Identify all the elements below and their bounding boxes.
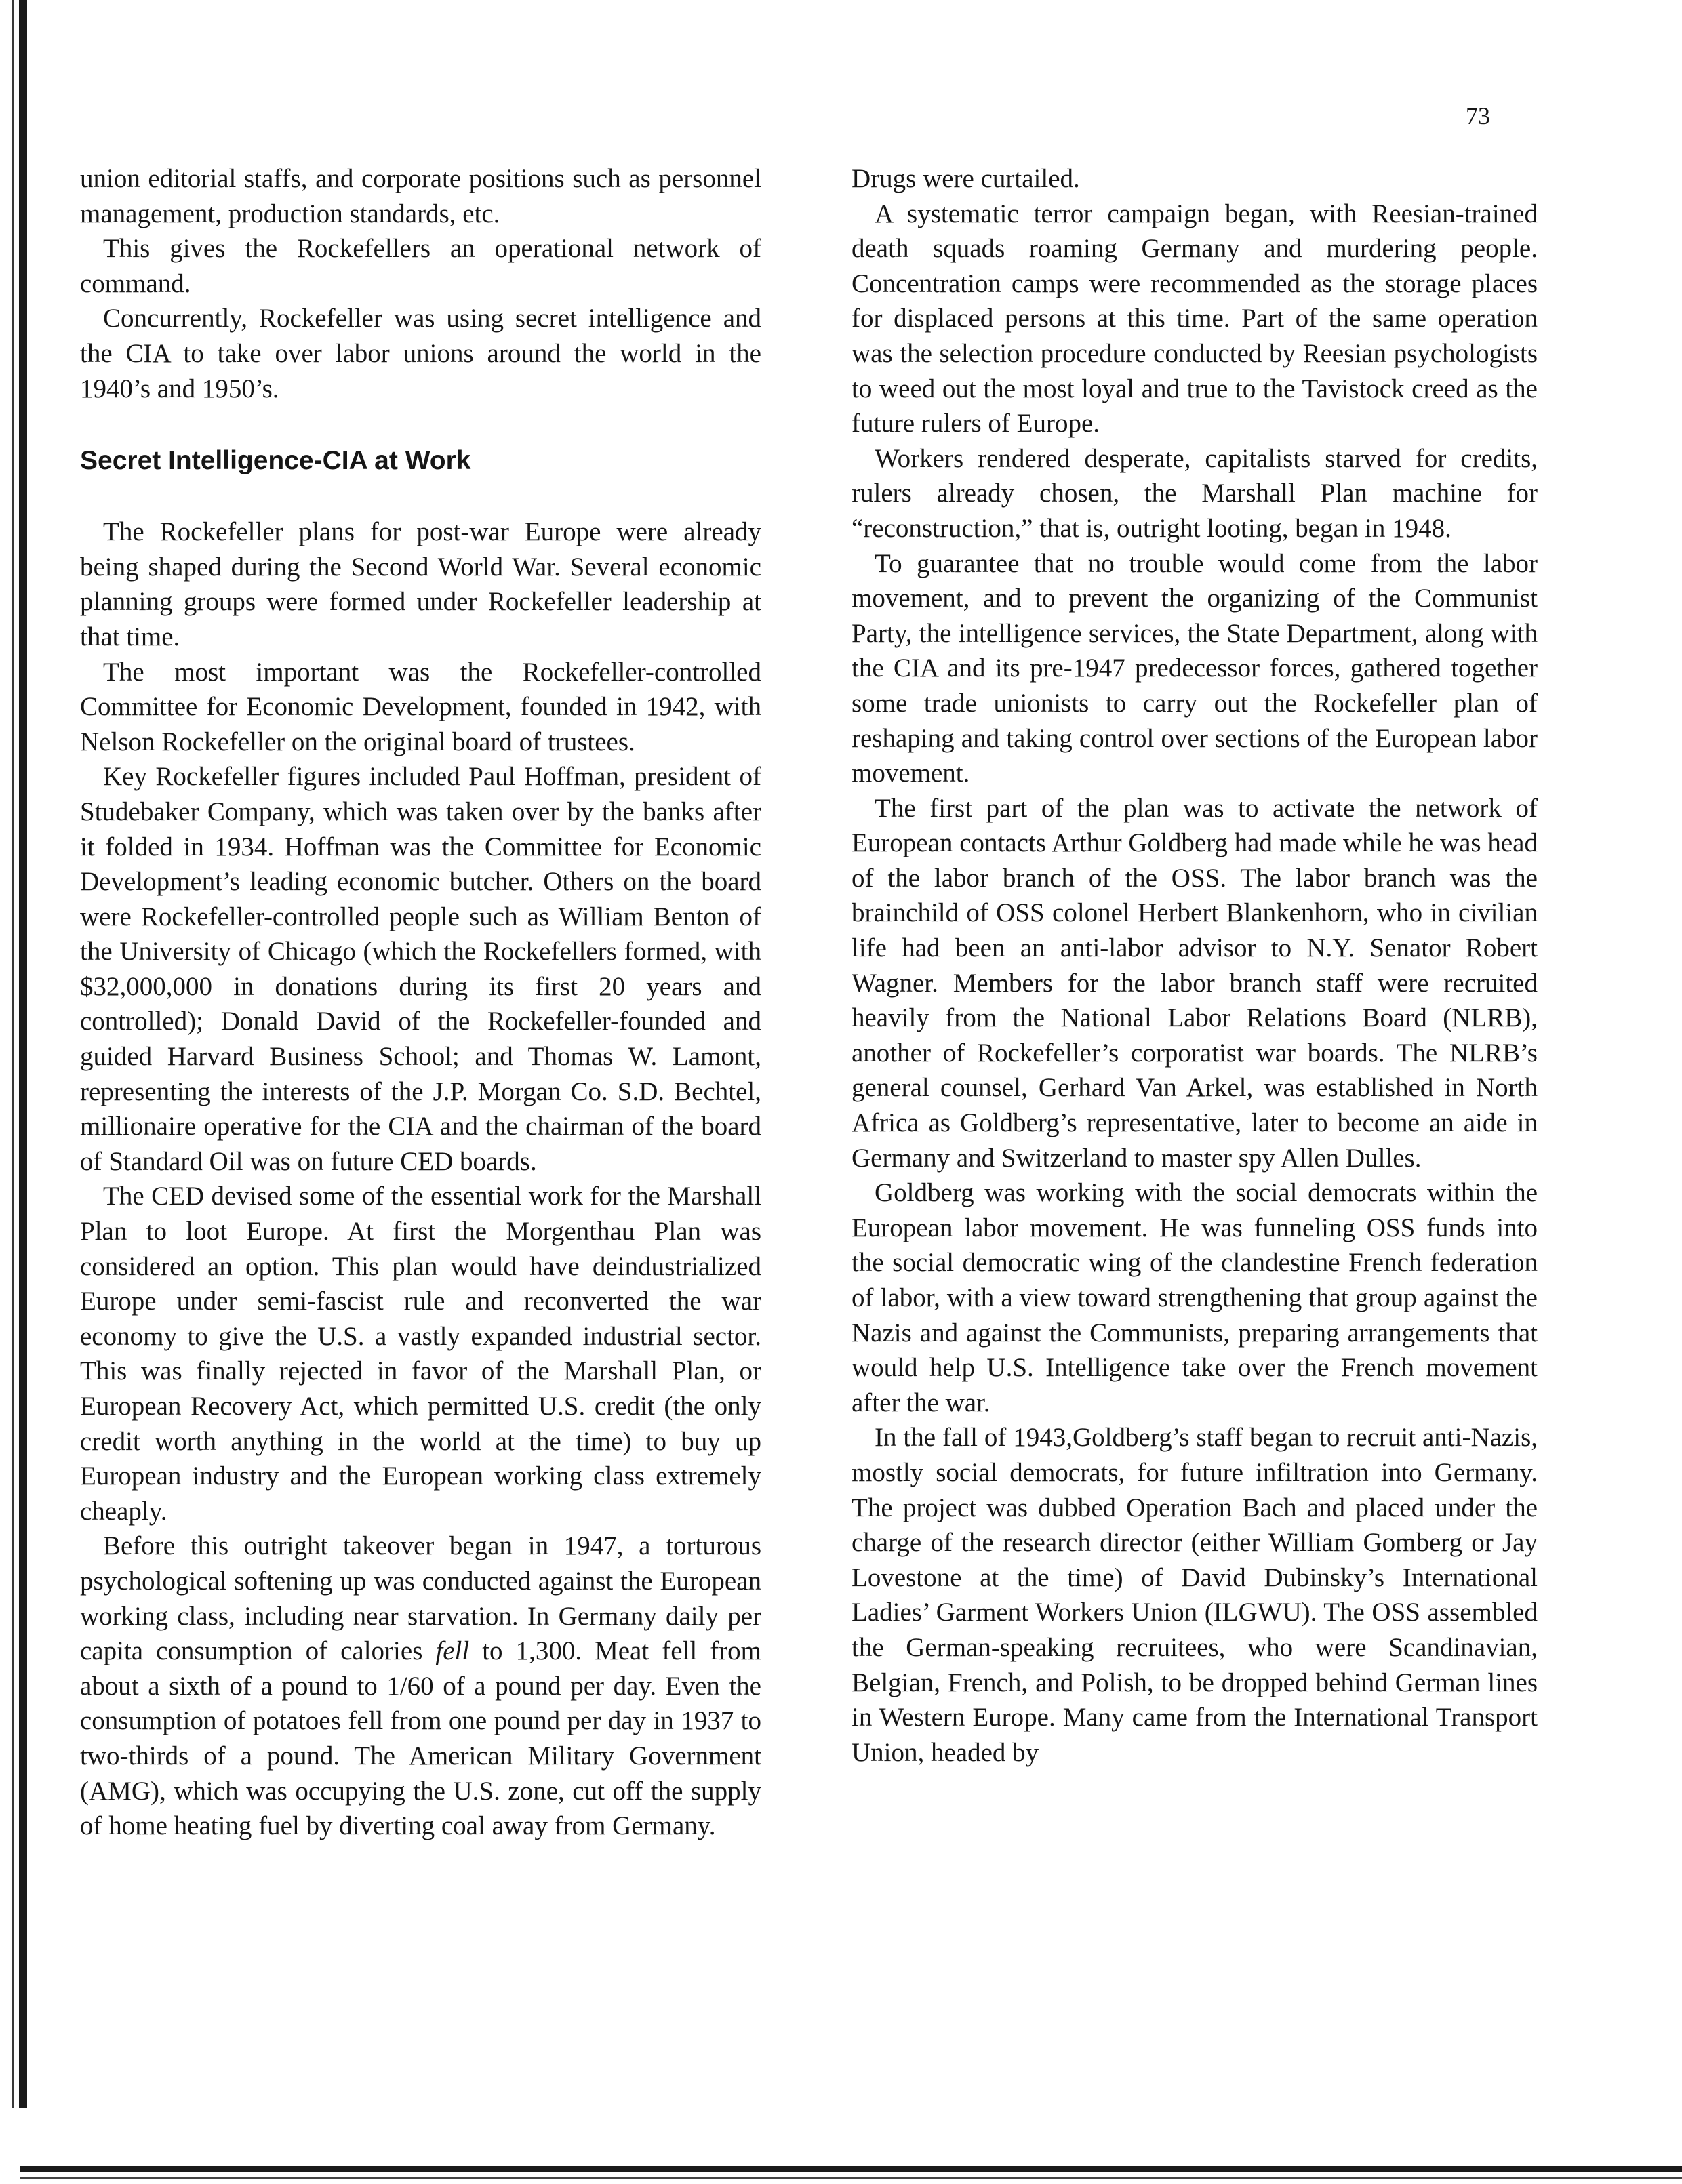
paragraph: Goldberg was working with the social democrats within the European labor movement. He was funneling OSS funds into the social democratic wing of the clandestine French federation of labor, with a view toward strengthening that group against the Nazis and against the Communists, preparing arrangements that would help U.S. Intelligence take over the French movement after the war.: [852, 1178, 1538, 1417]
page-number: 73: [1466, 102, 1490, 129]
left-column: [80, 161, 761, 1844]
paragraph: union editorial staffs, and corporate positions such as personnel management, production standards, etc.: [80, 164, 761, 228]
paragraph: The Rockefeller plans for post-war Europe were already being shaped during the Second World War. Several economic planning groups were formed under Rockefeller leadership at that time.: [80, 517, 761, 651]
paragraph: The most important was the Rockefeller-controlled Committee for Economic Development, founded in 1942, with Nelson Rockefeller on the original board of trustees.: [80, 657, 761, 756]
paragraph: Concurrently, Rockefeller was using secret intelligence and the CIA to take over labor unions around the world in the 1940’s and 1950’s.: [80, 304, 761, 403]
section-heading: Secret Intelligence-CIA at Work: [80, 446, 471, 476]
bottom-page-rule: [20, 2166, 1682, 2172]
binding-edge-rule: [19, 0, 27, 2108]
paragraph-text: Before this outright takeover began in 1947, a torturous psychological softening up was conducted against the European working class, including near starvation. In Germany daily per capita consumption of calories: [80, 1531, 761, 1666]
paragraph: To guarantee that no trouble would come from the labor movement, and to prevent the organizing of the Communist Party, the intelligence services, the State Department, along with the CIA and its pre-1947 predecessor forces, gathered together some trade unionists to carry out the Rockefeller plan of reshaping and taking control over sections of the European labor movement.: [852, 548, 1538, 788]
paragraph: A systematic terror campaign began, with Reesian-trained death squads roaming Germany and murdering people. Concentration camps were recommended as the storage places for displaced persons at this time. Part of the same operation was the selection procedure conducted by Reesian psychologists to weed out the most loyal and true to the Tavistock creed as the future rulers of Europe.: [852, 199, 1538, 439]
paragraph: This gives the Rockefellers an operational network of command.: [80, 234, 761, 298]
paragraph: The CED devised some of the essential work for the Marshall Plan to loot Europe. At first the Morgenthau Plan was considered an option. This plan would have deindustrialized Europe under semi-fascist rule and reconverted the war economy to give the U.S. a vastly expanded industrial sector. This was finally rejected in favor of the Marshall Plan, or European Recovery Act, which permitted U.S. credit (the only credit worth anything in the world at the time) to buy up European industry and the European working class extremely cheaply.: [80, 1181, 761, 1526]
paragraph: Workers rendered desperate, capitalists starved for credits, rulers already chosen, the Marshall Plan machine for “reconstruction,” that is, outright looting, began in 1948.: [852, 443, 1538, 543]
right-column: [852, 161, 1538, 1770]
paragraph-text: to 1,300. Meat fell from about a sixth of a pound to 1/60 of a pound per day. Even the consumption of potatoes fell from one pound per day in 1937 to two-thirds of a pound. The American Military Government (AMG), which was occupying the U.S. zone, cut off the supply of home heating fuel by diverting coal away from Germany.: [80, 1636, 762, 1841]
bottom-page-thin-rule: [20, 2177, 1682, 2179]
binding-edge-thin-rule: [12, 0, 14, 2108]
paragraph: The first part of the plan was to activate the network of European contacts Arthur Goldberg had made while he was head of the labor branch of the OSS. The labor branch was the brainchild of OSS colonel Herbert Blankenhorn, who in civilian life had been an anti-labor advisor to N.Y. Senator Robert Wagner. Members for the labor branch staff were recruited heavily from the National Labor Relations Board (NLRB), another of Rockefeller’s corporatist war boards. The NLRB’s general counsel, Gerhard Van Arkel, was established in North Africa as Goldberg’s representative, later to become an aide in Germany and Switzerland to master spy Allen Dulles.: [852, 793, 1538, 1173]
paragraph: Drugs were curtailed.: [852, 164, 1080, 193]
paragraph: In the fall of 1943,Goldberg’s staff began to recruit anti-Nazis, mostly social democrats, for future infiltration into Germany. The project was dubbed Operation Bach and placed under the charge of the research director (either William Gomberg or Jay Lovestone at the time) of David Dubinsky’s International Ladies’ Garment Workers Union (ILGWU). The OSS assembled the German-speaking recruitees, who were Scandinavian, Belgian, French, and Polish, to be dropped behind German lines in Western Europe. Many came from the International Transport Union, headed by: [852, 1423, 1538, 1767]
paragraph: [80, 1529, 761, 1843]
emphasized-word: fell: [435, 1636, 470, 1666]
paragraph: Key Rockefeller figures included Paul Hoffman, president of Studebaker Company, which was taken over by the banks after it folded in 1934. Hoffman was the Committee for Economic Development’s leading economic butcher. Others on the board were Rockefeller-controlled people such as William Benton of the University of Chicago (which the Rockefellers formed, with $32,000,000 in donations during its first 20 years and controlled); Donald David of the Rockefeller-founded and guided Harvard Business School; and Thomas W. Lamont, representing the interests of the J.P. Morgan Co. S.D. Bechtel, millionaire operative for the CIA and the chairman of the board of Standard Oil was on future CED boards.: [80, 762, 761, 1176]
